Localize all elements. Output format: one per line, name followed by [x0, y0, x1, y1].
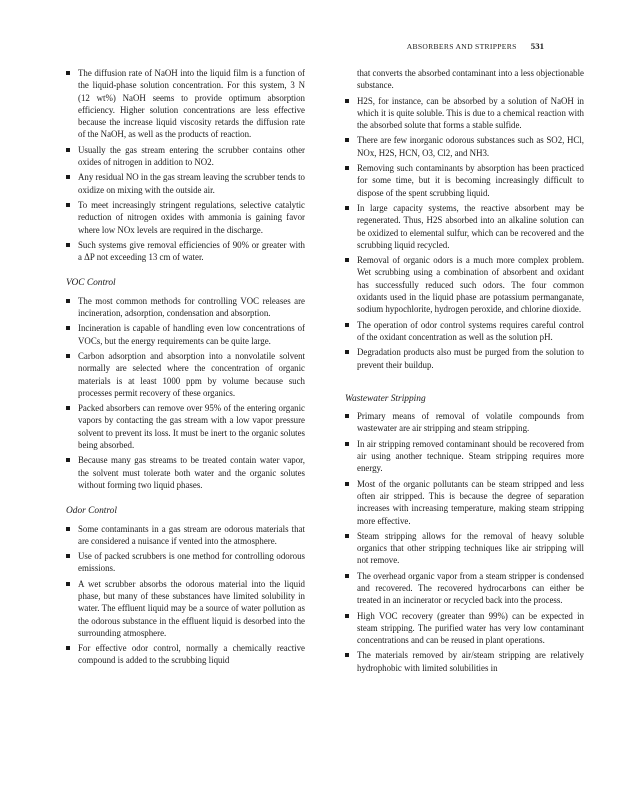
list-item: High VOC recovery (greater than 99%) can be expected in steam stripping. The purified water has very low contaminant concentrations and can be reused in plant operations. [345, 610, 584, 647]
voc-list [66, 295, 305, 491]
section-heading-odor: Odor Control [66, 506, 117, 517]
list-item: Use of packed scrubbers is one method for controlling odorous emissions. [66, 550, 305, 575]
list-item: The most common methods for controlling VOC releases are incineration, adsorption, condensation and absorption. [66, 295, 305, 320]
list-item: The overhead organic vapor from a steam stripper is condensed and recovered. The recovered hydrocarbons can either be treated in an incinerator or recycled back into the process. [345, 570, 584, 607]
list-item: Degradation products also must be purged from the solution to prevent their buildup. [345, 346, 584, 371]
list-item: Removing such contaminants by absorption has been practiced for some time, but it is becoming increasingly difficult to dispose of the spent scrubbing liquid. [345, 162, 584, 199]
list-item: Removal of organic odors is a much more complex problem. Wet scrubbing using a combination of absorbent and oxidant has successfully reduced such odors. The four common oxidants used in the liquid phase are potassium permanganate, sodium hypochlorite, hydrogen peroxide, and chlorine dioxide. [345, 254, 584, 315]
running-title: ABSORBERS AND STRIPPERS [406, 42, 517, 51]
list-item: In air stripping removed contaminant should be recovered from air using another technique. Steam stripping requires more energy. [345, 438, 584, 475]
list-item: Usually the gas stream entering the scrubber contains other oxides of nitrogen in addition to NO2. [66, 144, 305, 169]
list-item-continuation: that converts the absorbed contaminant into a less objectionable substance. [357, 68, 584, 91]
wastewater-list [345, 410, 584, 674]
odor-list [66, 523, 305, 667]
list-item: Because many gas streams to be treated contain water vapor, the solvent must tolerate both water and the organic solutes without forming two liquid phases. [66, 454, 305, 491]
list-item: Steam stripping allows for the removal of heavy soluble organics that other stripping techniques like air stripping will not remove. [345, 530, 584, 567]
list-item: Some contaminants in a gas stream are odorous materials that are considered a nuisance if vented into the atmosphere. [66, 523, 305, 548]
list-item: Such systems give removal efficiencies of 90% or greater with a ΔP not exceeding 13 cm of water. [66, 239, 305, 264]
list-item: The operation of odor control systems requires careful control of the oxidant concentration as well as the solution pH. [345, 319, 584, 344]
list-item: The diffusion rate of NaOH into the liquid film is a function of the liquid-phase solution concentration. For this system, 3 N (12 wt%) NaOH seems to provide optimum absorption efficiency. Higher solution concentrations are less effective because the increase liquid viscosity retards the diffusion rate of the NaOH, as well as the products of reaction. [66, 67, 305, 141]
list-item: The materials removed by air/steam stripping are relatively hydrophobic with limited solubilities in [345, 649, 584, 674]
list-item: Incineration is capable of handling even low concentrations of VOCs, but the energy requirements can be quite large. [66, 322, 305, 347]
list-item: In large capacity systems, the reactive absorbent may be regenerated. Thus, H2S absorbed into an alkaline solution can be oxidized to elemental sulfur, which can be recovered and the scrubbing liquid recycled. [345, 202, 584, 251]
list-item: Primary means of removal of volatile compounds from wastewater are air stripping and steam stripping. [345, 410, 584, 435]
list-item: Most of the organic pollutants can be steam stripped and less often air stripped. This is because the degree of separation increases with increasing temperature, making steam stripping more effective. [345, 478, 584, 527]
left-column [66, 67, 305, 670]
running-header [407, 41, 544, 51]
intro-list [66, 67, 305, 263]
list-item: For effective odor control, normally a chemically reactive compound is added to the scrubbing liquid [66, 642, 305, 667]
list-item: Carbon adsorption and absorption into a nonvolatile solvent normally are selected where the concentration of organic materials is at least 1000 ppm by volume because such processes permit recovery of these organics. [66, 350, 305, 399]
page-number: 531 [530, 41, 544, 51]
right-column [345, 67, 584, 677]
list-item: To meet increasingly stringent regulations, selective catalytic reduction of nitrogen oxides with ammonia is gaining favor where low NOx levels are required in the discharge. [66, 199, 305, 236]
list-item: A wet scrubber absorbs the odorous material into the liquid phase, but many of these substances have limited solubility in water. The effluent liquid may be a source of water pollution as the odorous substance in the effluent liquid is desorbed into the surrounding atmosphere. [66, 578, 305, 639]
section-heading-voc: VOC Control [66, 278, 116, 289]
section-heading-wastewater: Wastewater Stripping [345, 393, 426, 404]
odor-list-continued [345, 67, 584, 371]
list-item: There are few inorganic odorous substances such as SO2, HCl, NOx, H2S, HCN, O3, Cl2, and NH3. [345, 134, 584, 159]
list-item: H2S, for instance, can be absorbed by a solution of NaOH in which it is quite soluble. This is due to a chemical reaction with the absorbed solute that forms a stable sulfide. [345, 95, 584, 132]
list-item: Any residual NO in the gas stream leaving the scrubber tends to oxidize on mixing with the outside air. [66, 171, 305, 196]
list-item: Packed absorbers can remove over 95% of the entering organic vapors by contacting the gas stream with a low vapor pressure solvent to prevent its loss. It must be inert to the organic solutes being absorbed. [66, 402, 305, 451]
